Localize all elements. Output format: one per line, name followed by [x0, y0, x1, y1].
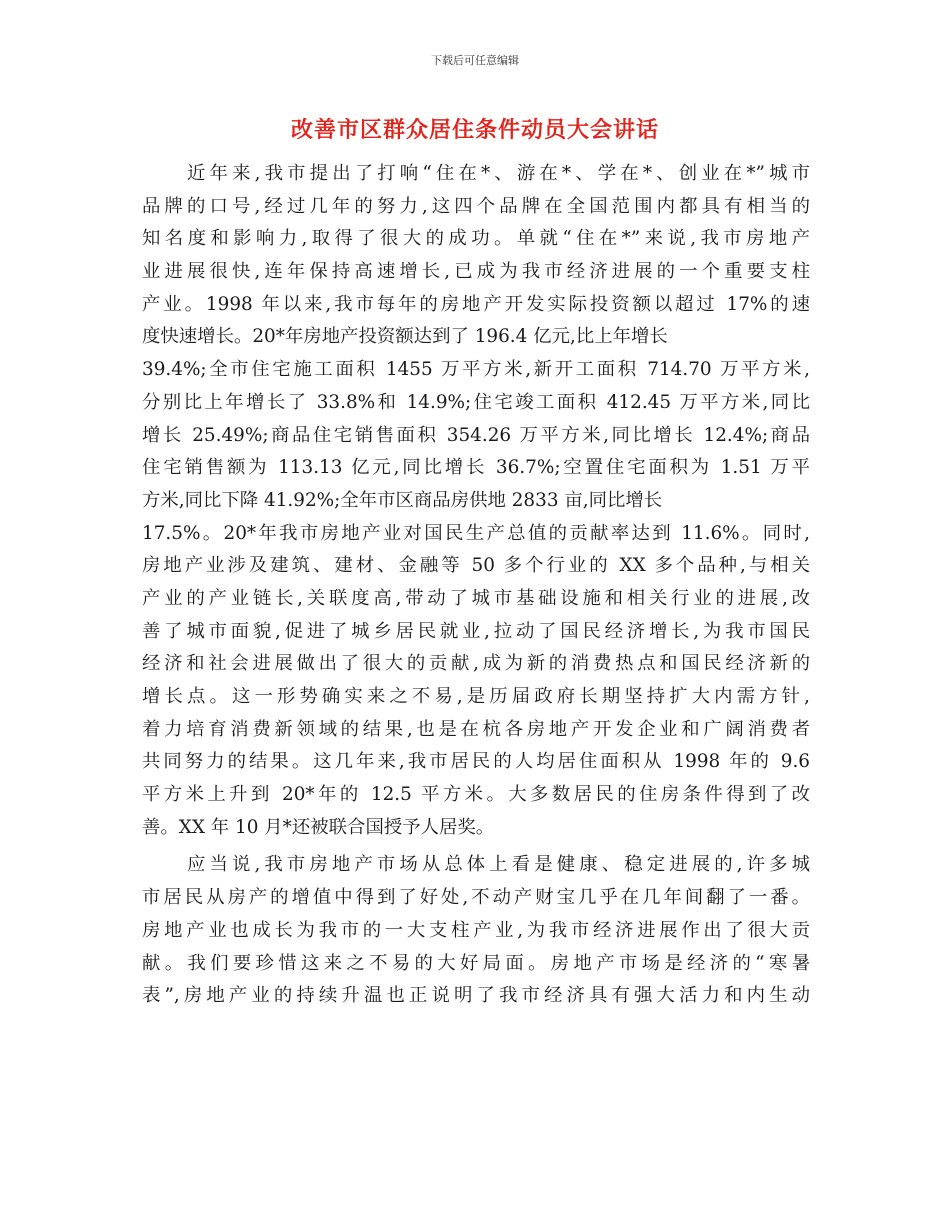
paragraph-1-line: 方米,同比下降 41.92%;全年市区商品房供地 2833 亩,同比增长 — [142, 489, 663, 511]
paragraph-2-line: 市居民从房产的增值中得到了好处,不动产财宝几乎在几年间翻了一番。 — [142, 887, 810, 909]
paragraph-1-line: 业进展很快,连年保持高速增长,已成为我市经济进展的一个重要支柱 — [142, 261, 810, 283]
paragraph-1-line: 着力培育消费新领域的结果,也是在杭各房地产开发企业和广阔消费者 — [142, 718, 810, 740]
document-body — [142, 158, 810, 1013]
paragraph-2-line: 应当说,我市房地产市场从总体上看是健康、稳定进展的,许多城 — [187, 854, 810, 876]
paragraph-1-line: 17.5%。20*年我市房地产业对国民生产总值的贡献率达到 11.6%。同时, — [142, 522, 810, 544]
paragraph-1-line: 平方米上升到 20*年的 12.5 平方米。大多数居民的住房条件得到了改 — [142, 784, 810, 806]
paragraph-1-line: 分别比上年增长了 33.8%和 14.9%;住宅竣工面积 412.45 万平方米,同比 — [142, 391, 810, 413]
paragraph-1-line: 增长点。这一形势确实来之不易,是历届政府长期坚持扩大内需方针, — [142, 686, 810, 707]
paragraph-1-line: 度快速增长。20*年房地产投资额达到了 196.4 亿元,比上年增长 — [142, 326, 668, 348]
paragraph-1-line: 房地产业涉及建筑、建材、金融等 50 多个行业的 XX 多个品种,与相关 — [142, 555, 810, 577]
paragraph-1-line: 产业。1998 年以来,我市每年的房地产开发实际投资额以超过 17%的速 — [142, 293, 810, 315]
paragraph-1-line: 品牌的口号,经过几年的努力,这四个品牌在全国范围内都具有相当的 — [142, 195, 810, 217]
paragraph-1-line: 经济和社会进展做出了很大的贡献,成为新的消费热点和国民经济新的 — [142, 653, 810, 675]
header-note: 下载后可任意编辑 — [431, 54, 519, 67]
paragraph-2-line: 献。我们要珍惜这来之不易的大好局面。房地产市场是经济的“寒暑 — [142, 952, 810, 974]
paragraph-2-line: 房地产业也成长为我市的一大支柱产业,为我市经济进展作出了很大贡 — [142, 919, 810, 941]
paragraph-1-line: 39.4%;全市住宅施工面积 1455 万平方米,新开工面积 714.70 万平方米, — [142, 359, 810, 381]
paragraph-1-line: 共同努力的结果。这几年来,我市居民的人均居住面积从 1998 年的 9.6 — [142, 751, 810, 773]
paragraph-1-line: 善。XX 年 10 月*还被联合国授予人居奖。 — [142, 816, 495, 838]
paragraph-1-line: 善了城市面貌,促进了城乡居民就业,拉动了国民经济增长,为我市国民 — [142, 620, 810, 642]
paragraph-2-line: 表”,房地产业的持续升温也正说明了我市经济具有强大活力和内生动 — [142, 985, 810, 1007]
paragraph-1-line: 增长 25.49%;商品住宅销售面积 354.26 万平方米,同比增长 12.4%;商品 — [142, 424, 810, 446]
paragraph-1-line: 住宅销售额为 113.13 亿元,同比增长 36.7%;空置住宅面积为 1.51 万平 — [142, 457, 810, 479]
paragraph-1-line: 知名度和影响力,取得了很大的成功。单就“住在*”来说,我市房地产 — [142, 228, 810, 250]
document-title: 改善市区群众居住条件动员大会讲话 — [290, 118, 659, 143]
paragraph-1-line: 产业的产业链长,关联度高,带动了城市基础设施和相关行业的进展,改 — [142, 587, 810, 609]
paragraph-1-line: 近年来,我市提出了打响“住在*、游在*、学在*、创业在*”城市 — [187, 163, 810, 184]
